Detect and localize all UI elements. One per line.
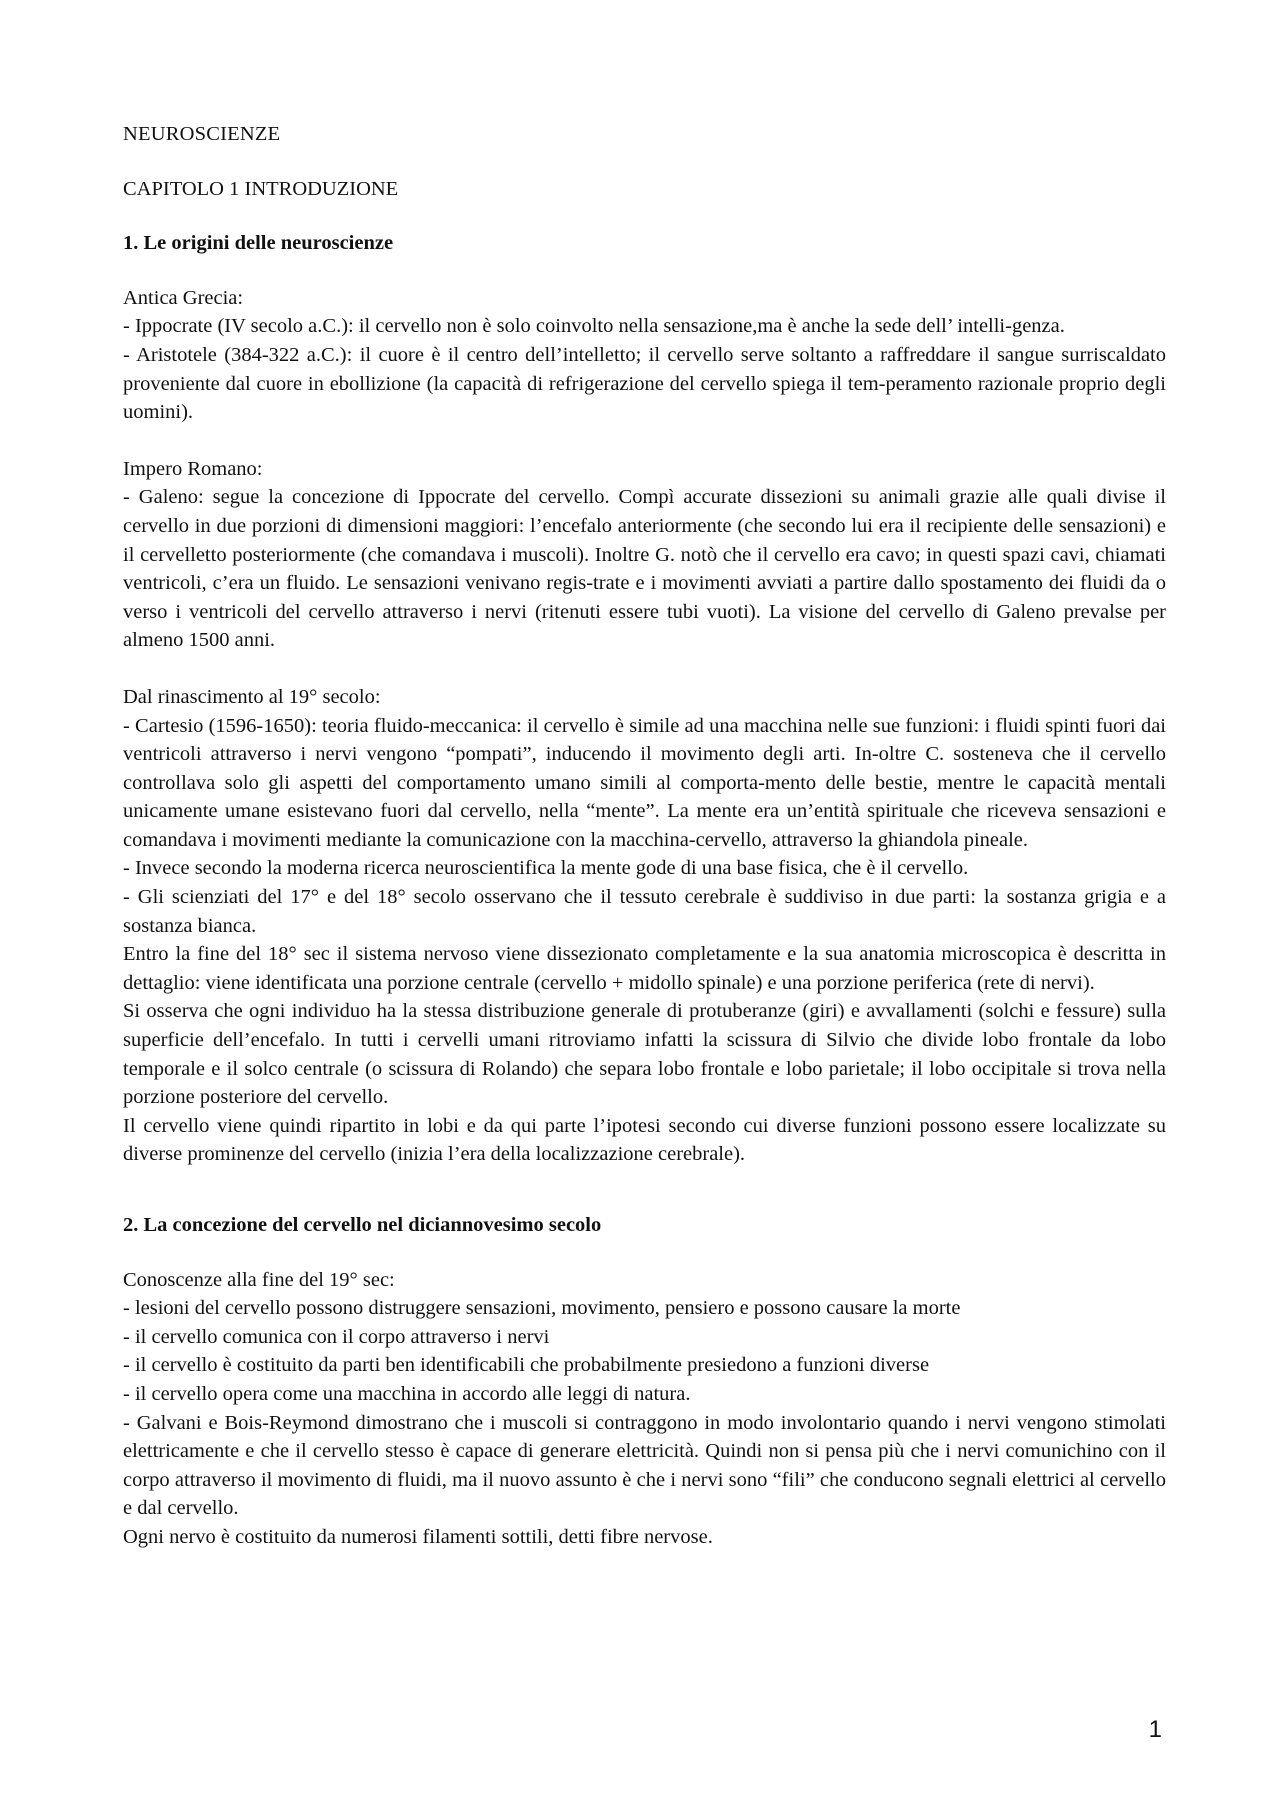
document-title: NEUROSCIENZE <box>123 123 281 145</box>
page-number: 1 <box>1148 1716 1162 1743</box>
paragraph: - Gli scienziati del 17° e del 18° secolo osservano che il tessuto cerebrale è suddiviso in due parti: la sostanza grigia e a sostanza bianca. <box>123 886 1166 937</box>
paragraph: Si osserva che ogni individuo ha la stessa distribuzione generale di protuberanze (giri) e avvallamenti (solchi e fessure) sulla superficie dell’encefalo. In tutti i cervelli umani ritroviamo infatti la scissura di Silvio che divide lobo frontale da lobo temporale e il solco centrale (o scissura di Rolando) che separa lobo frontale e lobo parietale; il lobo occipitale si trova nella porzione posteriore del cervello. <box>123 1000 1166 1109</box>
paragraph: Ogni nervo è costituito da numerosi filamenti sottili, detti fibre nervose. <box>123 1525 713 1548</box>
section-heading-origins: 1. Le origini delle neuroscienze <box>123 232 394 255</box>
paragraph: - Invece secondo la moderna ricerca neuroscientifica la mente gode di una base fisica, che è il cervello. <box>123 857 969 880</box>
block-renaissance <box>123 683 1166 1169</box>
section-heading-nineteenth-century: 2. La concezione del cervello nel diciannovesimo secolo <box>123 1214 602 1236</box>
paragraph: - Ippocrate (IV secolo a.C.): il cervello non è solo coinvolto nella sensazione,ma è anche la sede dell’ intelli-genza. <box>123 315 1065 338</box>
block-ancient-greece <box>123 284 1166 427</box>
document-page <box>123 120 1166 1552</box>
paragraph: - Galeno: segue la concezione di Ippocrate del cervello. Compì accurate dissezioni su animali grazie alle quali divise il cervello in due porzioni di dimensioni maggiori: l’encefalo anteriormente (che secondo lui era il recipiente delle sensazioni) e il cervelletto posteriormente (che comandava i muscoli). Inoltre G. notò che il cervello era cavo; in questi spazi cavi, chiamati ventricoli, c’era un fluido. Le sensazioni venivano regis-trate e i movimenti avviati a partire dallo spostamento dei fluidi da o verso i ventricoli del cervello attraverso i nervi (ritenuti essere tubi vuoti). La visione del cervello di Galeno prevalse per almeno 1500 anni. <box>123 486 1166 652</box>
chapter-title: CAPITOLO 1 INTRODUZIONE <box>123 177 399 200</box>
list-item: - il cervello opera come una macchina in accordo alle leggi di natura. <box>123 1382 691 1405</box>
paragraph: Entro la fine del 18° sec il sistema nervoso viene dissezionato completamente e la sua anatomia microscopica è descritta in dettaglio: viene identificata una porzione centrale (cervello + midollo spinale) e una porzione periferica (rete di nervi). <box>123 943 1166 994</box>
list-item: - il cervello è costituito da parti ben identificabili che probabilmente presiedono a funzioni diverse <box>123 1354 930 1377</box>
block-label: Antica Grecia: <box>123 286 244 309</box>
list-item: - lesioni del cervello possono distruggere sensazioni, movimento, pensiero e possono causare la morte <box>123 1297 961 1320</box>
block-label: Impero Romano: <box>123 457 263 480</box>
paragraph: - Cartesio (1596-1650): teoria fluido-meccanica: il cervello è simile ad una macchina nelle sue funzioni: i fluidi spinti fuori dai ventricoli attraverso i nervi vengono “pompati”, inducendo il movimento degli arti. In-oltre C. sosteneva che il cervello controllava solo gli aspetti del comportamento umano simili al comporta-mento delle bestie, mentre le capacità mentali unicamente umane esistevano fuori dal cervello, nella “mente”. La mente era un’entità spirituale che riceveva sensazioni e comandava i movimenti mediante la comunicazione con la macchina-cervello, attraverso la ghiandola pineale. <box>123 714 1166 851</box>
list-item: - il cervello comunica con il corpo attraverso i nervi <box>123 1325 550 1348</box>
paragraph: - Galvani e Bois-Reymond dimostrano che i muscoli si contraggono in modo involontario quando i nervi vengono stimolati elettricamente e che il cervello stesso è capace di generare elettricità. Quindi non si pensa più che i nervi comunichino con il corpo attraverso il movimento di fluidi, ma il nuovo assunto è che i nervi sono “fili” che conducono segnali elettrici al cervello e dal cervello. <box>123 1411 1166 1520</box>
block-label: Dal rinascimento al 19° secolo: <box>123 685 381 708</box>
block-roman-empire <box>123 455 1166 655</box>
paragraph: Il cervello viene quindi ripartito in lobi e da qui parte l’ipotesi secondo cui diverse funzioni possono essere localizzate su diverse prominenze del cervello (inizia l’era della localizzazione cerebrale). <box>123 1114 1166 1166</box>
block-nineteenth-century <box>123 1266 1166 1552</box>
paragraph: - Aristotele (384-322 a.C.): il cuore è il centro dell’intelletto; il cervello serve soltanto a raffreddare il sangue surriscaldato proveniente dal cuore in ebollizione (la capacità di refrigerazione del cervello spiega il tem-peramento razionale proprio degli uomini). <box>123 343 1166 424</box>
block-label: Conoscenze alla fine del 19° sec: <box>123 1268 395 1291</box>
